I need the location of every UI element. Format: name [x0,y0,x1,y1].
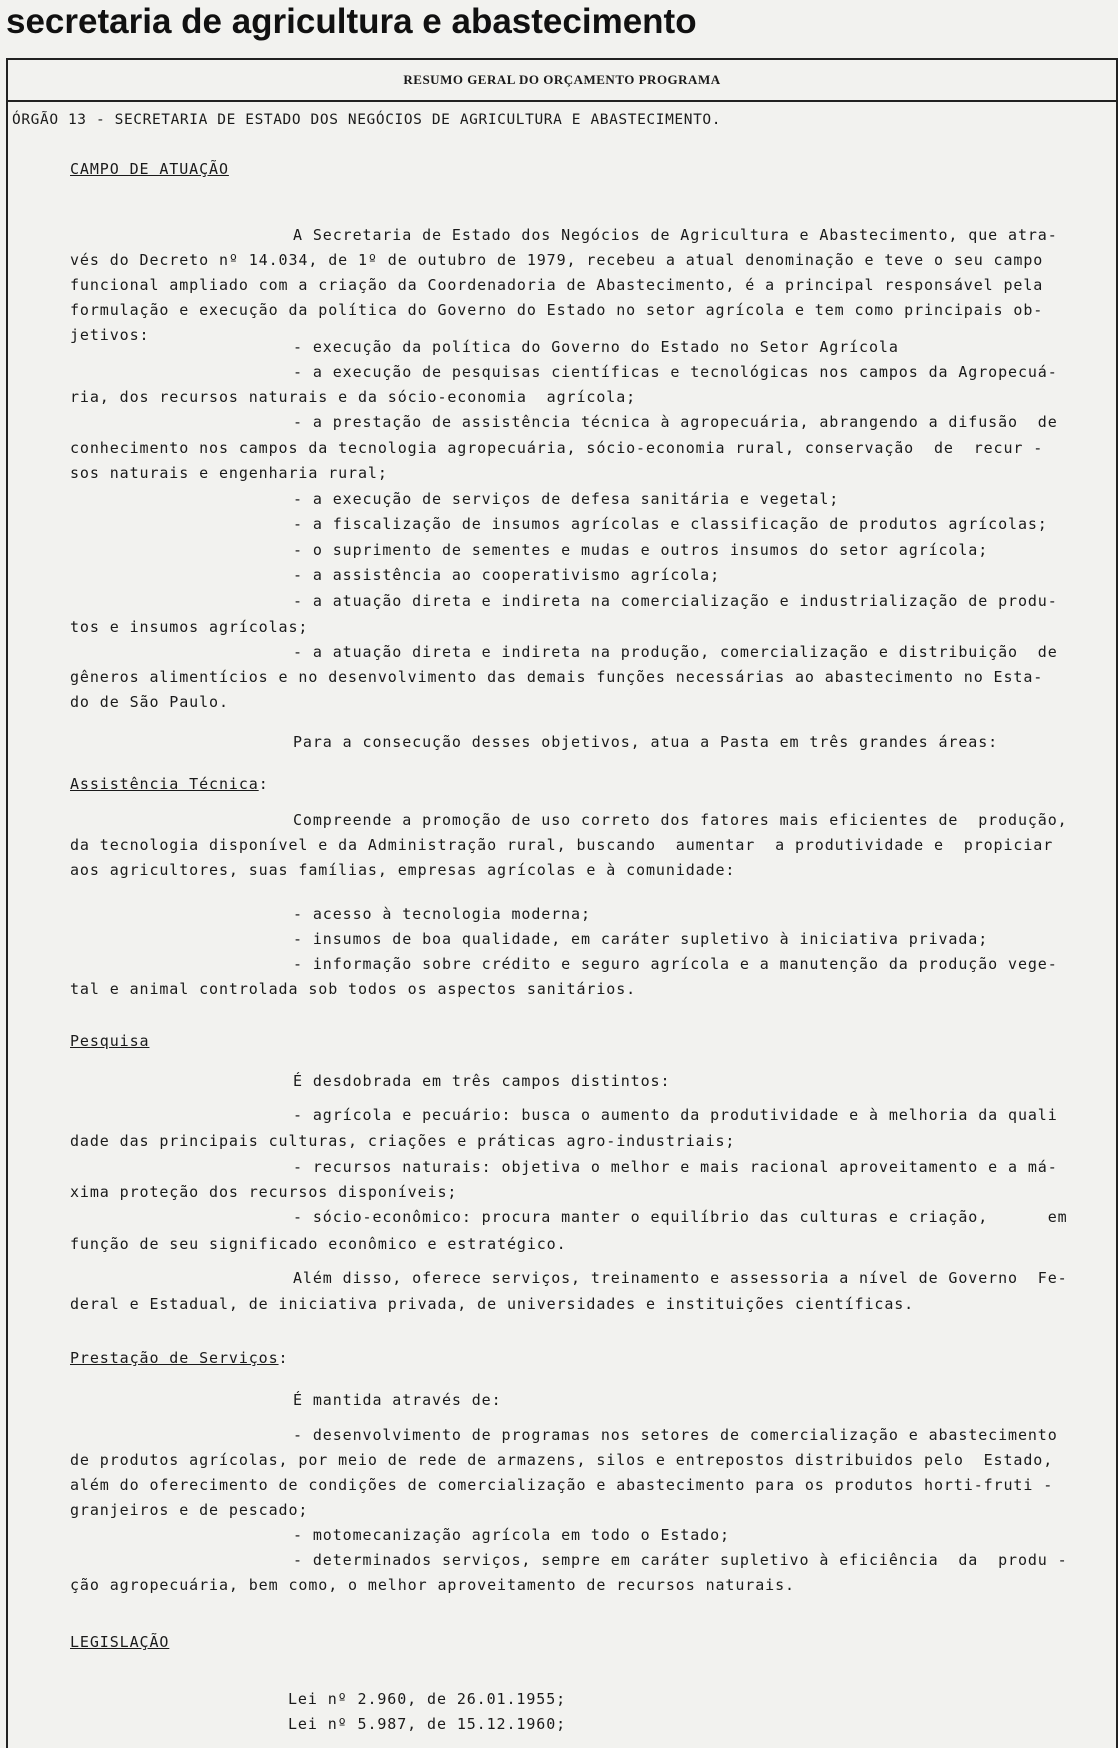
text-line: do de São Paulo. [70,693,229,711]
text-line: granjeiros e de pescado; [70,1501,309,1519]
text-line: dade das principais culturas, criações e práticas agro-industriais; [70,1132,736,1150]
text-line: - execução da política do Governo do Estado no Setor Agrícola [293,338,899,356]
text-line: - a prestação de assistência técnica à agropecuária, abrangendo a difusão de [293,413,1058,431]
page-title: secretaria de agricultura e abastecimento [6,2,697,41]
text-line: - informação sobre crédito e seguro agrícola e a manutenção da produção vege- [293,955,1058,973]
text-line: vés do Decreto nº 14.034, de 1º de outubro de 1979, recebeu a atual denominação e teve o seu campo [70,251,1044,269]
text-line: - sócio-econômico: procura manter o equilíbrio das culturas e criação, em [293,1208,1068,1226]
heading-legislacao: LEGISLAÇÃO [70,1633,170,1651]
text-line: jetivos: [70,326,150,344]
text-line: - o suprimento de sementes e mudas e outros insumos do setor agrícola; [293,541,989,559]
text-line: - a fiscalização de insumos agrícolas e classificação de produtos agrícolas; [293,515,1048,533]
text-line: Além disso, oferece serviços, treinamento e assessoria a nível de Governo Fe- [293,1269,1068,1287]
law-item: Lei nº 5.987, de 15.12.1960; [288,1715,567,1733]
text-line: além do oferecimento de condições de comercialização e abastecimento para os produtos horti-fruti - [70,1476,1054,1494]
text-line: A Secretaria de Estado dos Negócios de Agricultura e Abastecimento, que atra- [293,226,1058,244]
heading-assistencia: Assistência Técnica: [70,775,269,793]
text-line: - recursos naturais: objetiva o melhor e mais racional aproveitamento e a má- [293,1158,1058,1176]
text-line: formulação e execução da política do Governo do Estado no setor agrícola e tem como principais ob- [70,301,1044,319]
header-subtitle: RESUMO GERAL DO ORÇAMENTO PROGRAMA [403,72,721,87]
text-line: funcional ampliado com a criação da Coordenadoria de Abastecimento, é a principal responsável pela [70,276,1044,294]
text-line: aos agricultores, suas famílias, empresas agrícolas e à comunidade: [70,861,736,879]
text-line: - desenvolvimento de programas nos setores de comercialização e abastecimento [293,1426,1058,1444]
text-line: sos naturais e engenharia rural; [70,464,388,482]
text-line: - a assistência ao cooperativismo agrícola; [293,566,721,584]
text-line: xima proteção dos recursos disponíveis; [70,1183,458,1201]
text-line: tos e insumos agrícolas; [70,618,309,636]
text-line: de produtos agrícolas, por meio de rede de armazens, silos e entrepostos distribuidos pelo Estado, [70,1451,1054,1469]
text-line: - a atuação direta e indireta na produção, comercialização e distribuição de [293,643,1058,661]
heading-prestacao: Prestação de Serviços: [70,1349,289,1367]
text-line: - a atuação direta e indireta na comercialização e industrialização de produ- [293,592,1058,610]
text-line: Para a consecução desses objetivos, atua a Pasta em três grandes áreas: [293,733,999,751]
text-line: É desdobrada em três campos distintos: [293,1072,671,1090]
law-item: Lei nº 2.960, de 26.01.1955; [288,1690,567,1708]
orgao-line: ÓRGÃO 13 - SECRETARIA DE ESTADO DOS NEGÓCIOS DE AGRICULTURA E ABASTECIMENTO. [12,112,722,128]
text-line: ria, dos recursos naturais e da sócio-economia agrícola; [70,388,637,406]
heading-pesquisa: Pesquisa [70,1032,150,1050]
text-line: - insumos de boa qualidade, em caráter supletivo à iniciativa privada; [293,930,989,948]
text-line: gêneros alimentícios e no desenvolvimento das demais funções necessárias ao abastecimento no Esta- [70,668,1044,686]
text-line: conhecimento nos campos da tecnologia agropecuária, sócio-economia rural, conservação de recur - [70,439,1044,457]
text-line: - motomecanização agrícola em todo o Estado; [293,1526,730,1544]
text-line: - agrícola e pecuário: busca o aumento da produtividade e à melhoria da quali [293,1106,1058,1124]
text-line: da tecnologia disponível e da Administração rural, buscando aumentar a produtividade e propiciar [70,836,1054,854]
text-line: deral e Estadual, de iniciativa privada, de universidades e instituições científicas. [70,1295,915,1313]
text-line: É mantida através de: [293,1391,502,1409]
text-line: ção agropecuária, bem como, o melhor aproveitamento de recursos naturais. [70,1576,795,1594]
text-line: - acesso à tecnologia moderna; [293,905,591,923]
text-line: - determinados serviços, sempre em caráter supletivo à eficiência da produ - [293,1551,1068,1569]
heading-campo: CAMPO DE ATUAÇÃO [70,160,229,178]
text-line: - a execução de serviços de defesa sanitária e vegetal; [293,490,840,508]
text-line: - a execução de pesquisas científicas e tecnológicas nos campos da Agropecuá- [293,363,1058,381]
text-line: tal e animal controlada sob todos os aspectos sanitários. [70,980,637,998]
header-box [6,58,1118,102]
text-line: função de seu significado econômico e estratégico. [70,1235,567,1253]
text-line: Compreende a promoção de uso correto dos fatores mais eficientes de produção, [293,811,1068,829]
